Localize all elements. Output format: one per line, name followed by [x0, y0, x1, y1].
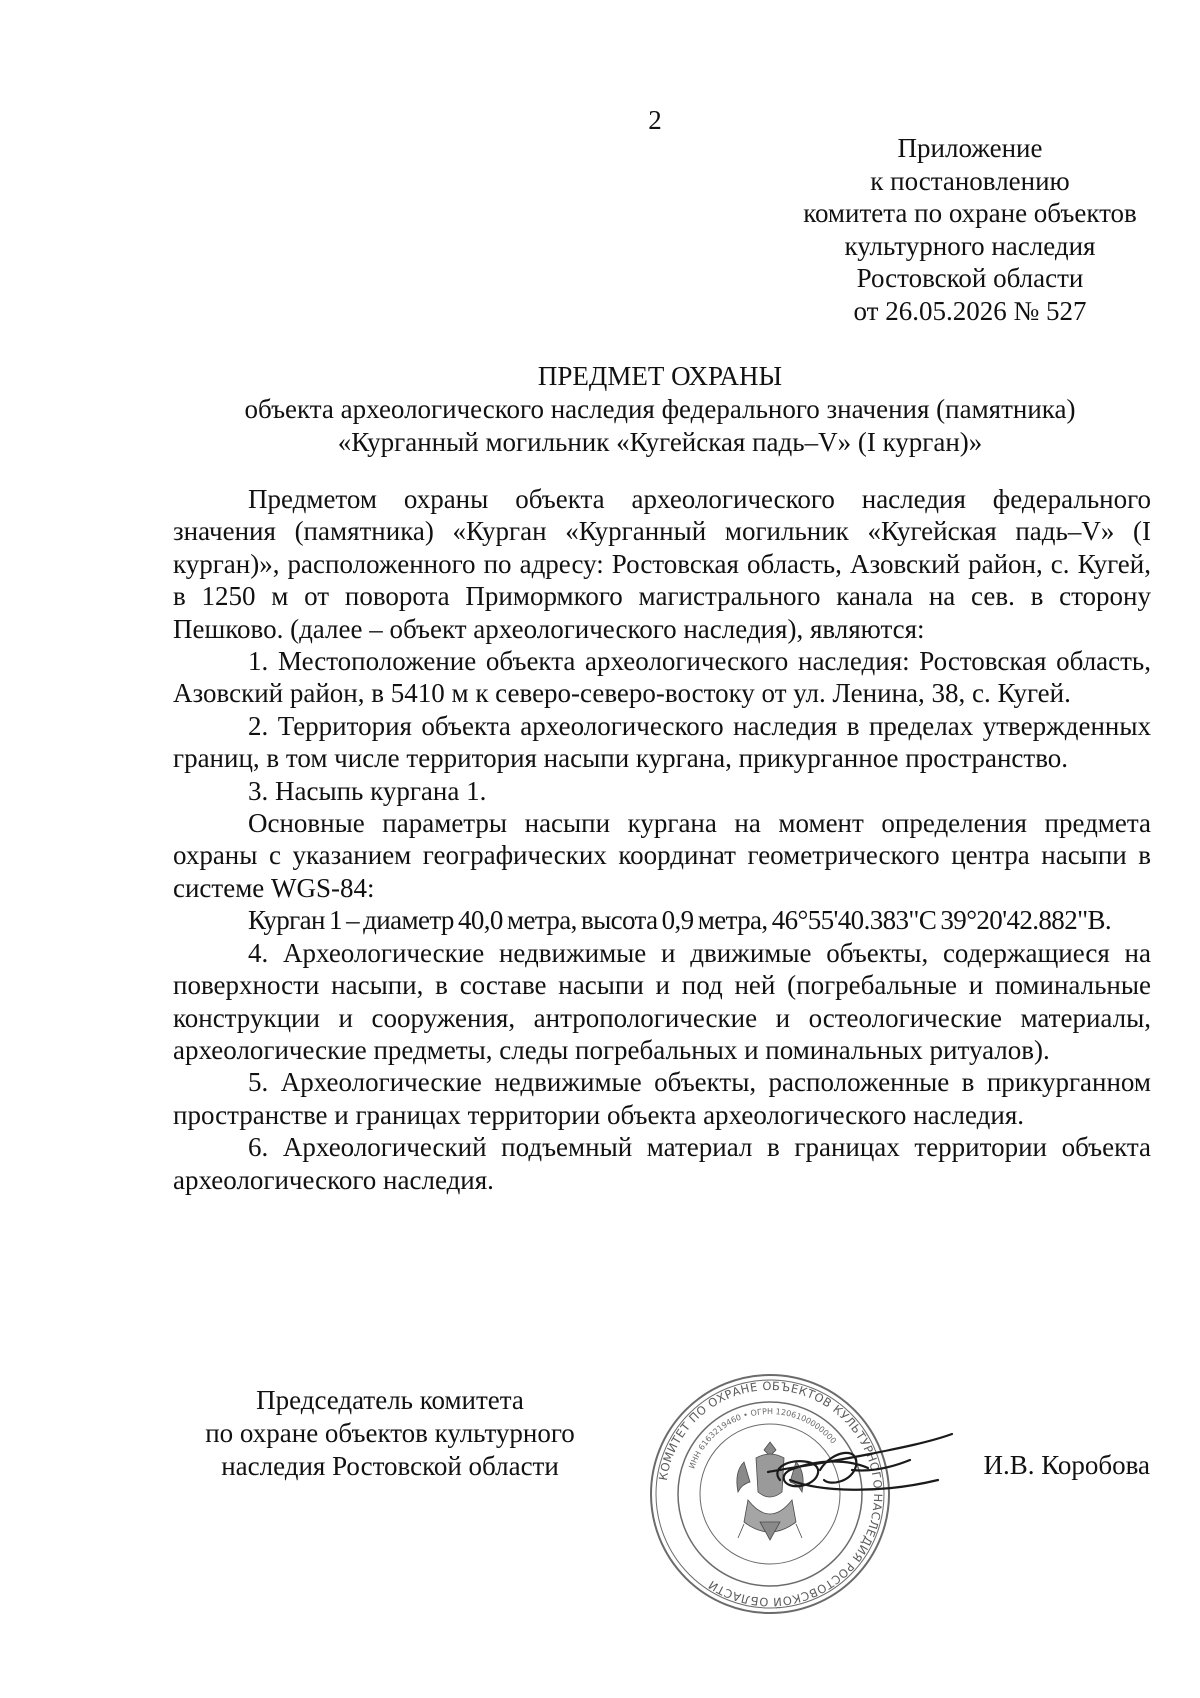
body-paragraph: 4. Археологические недвижимые и движимые объекты, содержащиеся на поверхности насыпи, в составе насыпи и под ней (погребальные и поминальные конструкции и сооружения, антропологические и остеологические материалы, археологические предметы, следы погребальных и поминальных ритуалов). [173, 937, 1151, 1065]
signatory-name: И.В. Коробова [983, 1450, 1150, 1480]
document-title [180, 360, 1140, 459]
title-subtitle: объекта археологического наследия федерального значения (памятника) [244, 394, 1076, 424]
signatory-position [175, 1384, 605, 1483]
signatory-position-line: по охране объектов культурного [205, 1418, 575, 1448]
appendix-line: к постановлению [870, 165, 1070, 196]
document-body [173, 483, 1151, 1196]
body-paragraph: Курган 1 – диаметр 40,0 метра, высота 0,9 метра, 46°55'40.383"С 39°20'42.882"В. [248, 905, 1112, 936]
page-number: 2 [648, 105, 662, 135]
appendix-line: Ростовской области [856, 263, 1084, 293]
body-paragraph: 2. Территория объекта археологического наследия в пределах утвержденных границ, в том числе территория насыпи кургана, прикурганное пространство. [173, 710, 1151, 774]
body-paragraph: 1. Местоположение объекта археологического наследия: Ростовская область, Азовский район, в 5410 м к северо-северо-востоку от ул. Ленина, 38, с. Кугей. [173, 646, 1151, 709]
appendix-line: от 26.05.2026 № 527 [853, 295, 1087, 326]
handwritten-signature [760, 1410, 960, 1520]
title-heading: ПРЕДМЕТ ОХРАНЫ [537, 361, 783, 391]
body-paragraph: 5. Археологические недвижимые объекты, расположенные в прикурганном пространстве и границах территории объекта археологического наследия. [173, 1067, 1151, 1130]
body-paragraph: Основные параметры насыпи кургана на момент определения предмета охраны с указанием географических координат геометрического центра насыпи в системе WGS-84: [173, 808, 1151, 903]
seal-outer-text: КОМИТЕТ ПО ОХРАНЕ ОБЪЕКТОВ КУЛЬТУРНОГО НАСЛЕДИЯ РОСТОВСКОЙ ОБЛАСТИ [655, 1378, 886, 1610]
appendix-line: культурного наследия [844, 230, 1096, 261]
signatory-position-line: Председатель комитета [256, 1385, 524, 1415]
body-paragraph: 6. Археологический подъемный материал в границах территории объекта археологического наследия. [173, 1132, 1151, 1195]
signatory-position-line: наследия Ростовской области [221, 1451, 559, 1481]
appendix-header [740, 132, 1200, 327]
appendix-line: комитета по охране объектов [803, 198, 1137, 228]
body-paragraph: Предметом охраны объекта археологического наследия федерального значения (памятника) «Курган «Курганный могильник «Кугейская падь–V» (I курган)», расположенного по адресу: Ростовская область, Азовский район, с. Кугей, в 1250 м от поворота Примормкого магистрального канала на сев. в сторону Пешково. (далее – объект археологического наследия), являются: [173, 484, 1151, 644]
appendix-line: Приложение [897, 133, 1043, 163]
title-subtitle: «Курганный могильник «Кугейская падь–V» (I курган)» [337, 427, 983, 457]
seal-inner-text: ИНН 6163219460 • ОГРН 1206100000000 [687, 1406, 838, 1470]
body-paragraph: 3. Насыпь кургана 1. [248, 775, 487, 806]
